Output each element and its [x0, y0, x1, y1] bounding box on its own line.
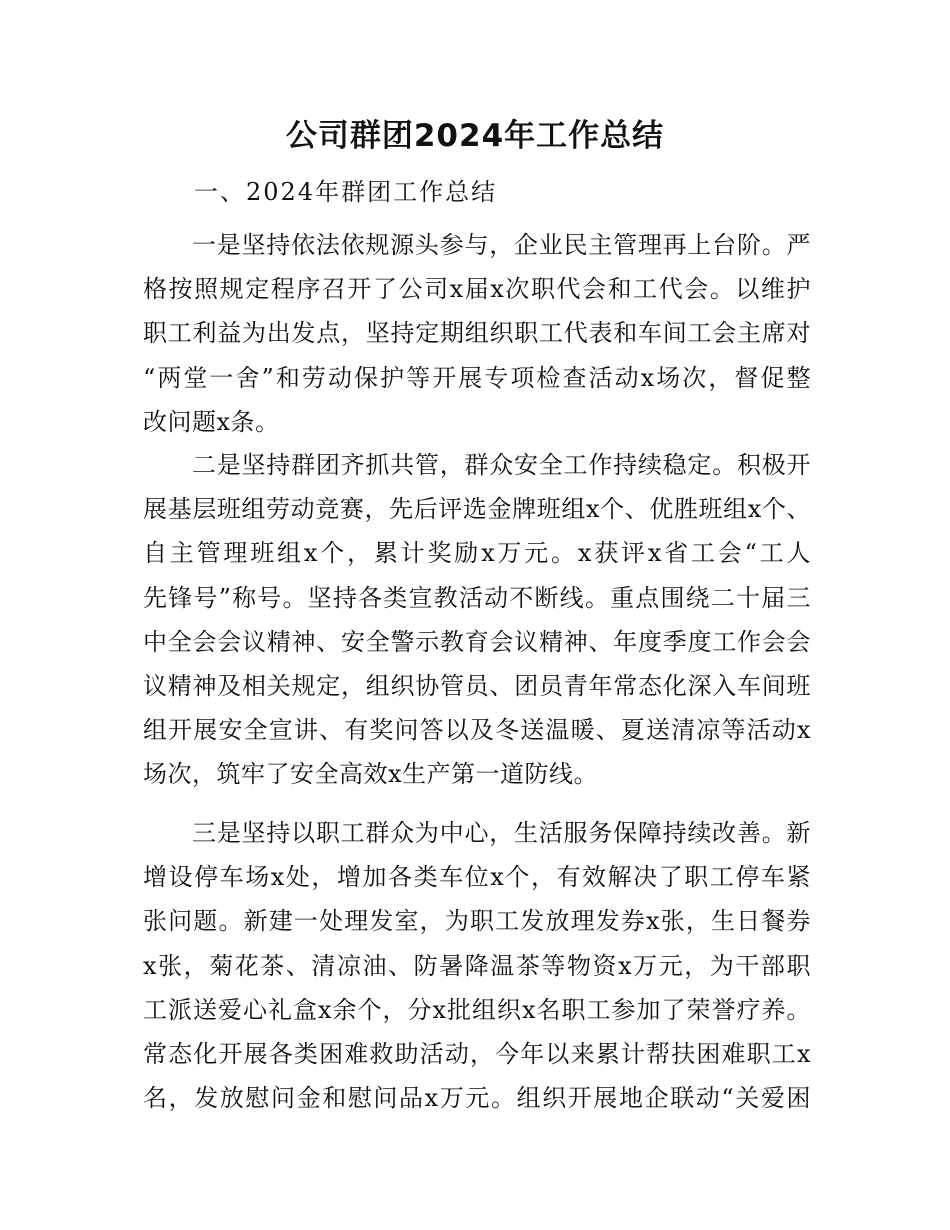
paragraph-line: 先锋号”称号。坚持各类宣教活动不断线。重点围绕二十届三: [143, 583, 811, 612]
document-title: 公司群团2024年工作总结: [285, 118, 665, 154]
paragraph-line: 场次，筑牢了安全高效x生产第一道防线。: [143, 760, 599, 789]
paragraph-line: 名，发放慰问金和慰问品x万元。组织开展地企联动“关爱困: [143, 1084, 811, 1113]
paragraph-line: 组开展安全宣讲、有奖问答以及冬送温暖、夏送清凉等活动x: [143, 716, 811, 745]
paragraph-line: 改问题x条。: [143, 407, 280, 436]
paragraph-line: 工派送爱心礼盒x余个，分x批组织x名职工参加了荣誉疗养。: [143, 995, 811, 1024]
paragraph-line: “两堂一舍”和劳动保护等开展专项检查活动x场次，督促整: [143, 363, 811, 392]
paragraph-line: 展基层班组劳动竞赛，先后评选金牌班组x个、优胜班组x个、: [143, 495, 811, 524]
paragraph-line: 增设停车场x处，增加各类车位x个，有效解决了职工停车紧: [143, 863, 811, 892]
paragraph-line: 三是坚持以职工群众为中心，生活服务保障持续改善。新: [192, 819, 811, 847]
paragraph-line: 张问题。新建一处理发室，为职工发放理发券x张，生日餐券: [143, 907, 811, 936]
paragraph-line: 常态化开展各类困难救助活动，今年以来累计帮扶困难职工x: [143, 1039, 811, 1068]
paragraph-line: 职工利益为出发点，坚持定期组织职工代表和车间工会主席对: [143, 319, 811, 348]
paragraph-3: [143, 811, 811, 1120]
paragraph-line: 自主管理班组x个，累计奖励x万元。x获评x省工会“工人: [143, 539, 811, 568]
paragraph-line: 格按照规定程序召开了公司x届x次职代会和工代会。以维护: [143, 275, 811, 304]
paragraph-1: [143, 223, 811, 444]
paragraph-line: 二是坚持群团齐抓共管，群众安全工作持续稳定。积极开: [192, 451, 811, 479]
section-heading: 一、2024年群团工作总结: [194, 178, 498, 206]
paragraph-line: 议精神及相关规定，组织协管员、团员青年常态化深入车间班: [143, 671, 811, 700]
paragraph-line: x张，菊花茶、清凉油、防暑降温茶等物资x万元，为干部职: [143, 951, 811, 980]
paragraph-line: 一是坚持依法依规源头参与，企业民主管理再上台阶。严: [192, 231, 811, 259]
paragraph-line: 中全会会议精神、安全警示教育会议精神、年度季度工作会会: [143, 627, 811, 656]
paragraph-2: [143, 443, 811, 797]
